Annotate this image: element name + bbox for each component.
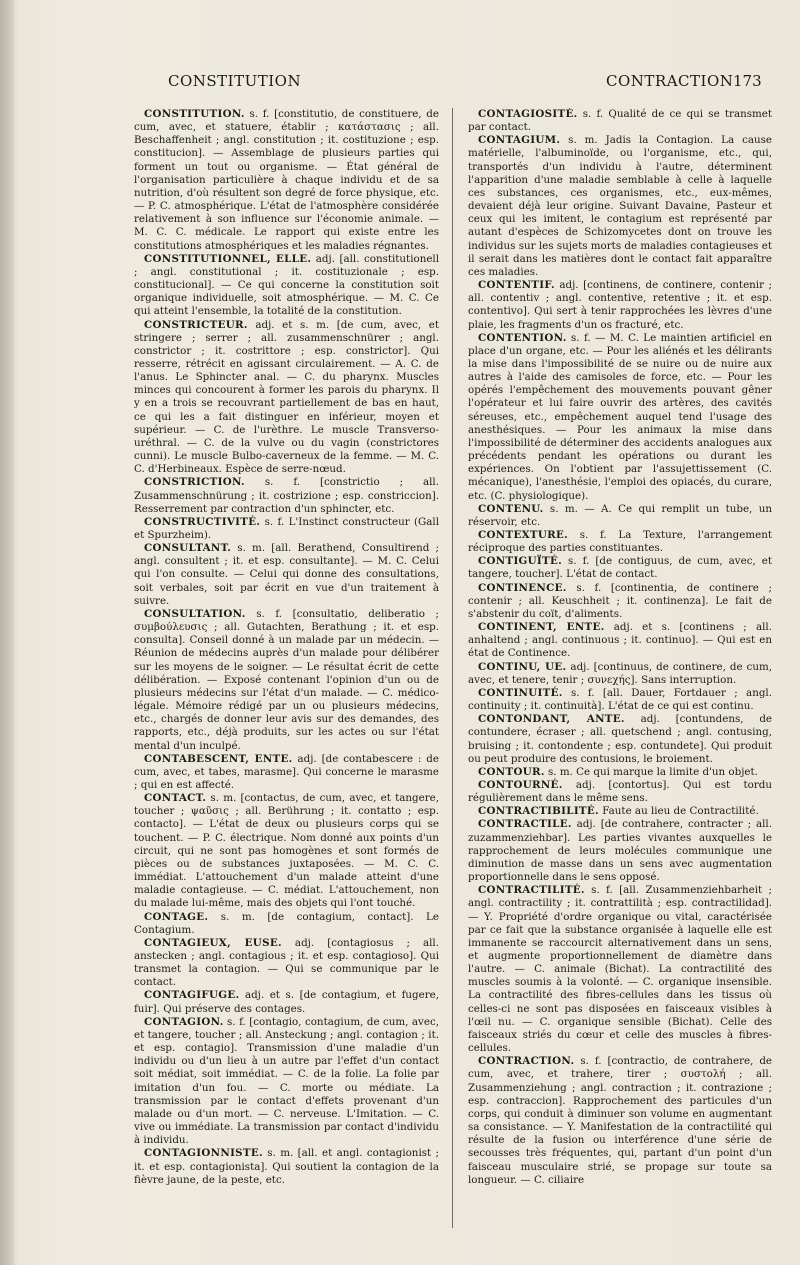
entry-headword: CONTINUITÉ. bbox=[478, 686, 563, 699]
entry-headword: CONTIGUÏTÉ. bbox=[478, 555, 563, 568]
dictionary-entry bbox=[134, 319, 439, 477]
dictionary-entry bbox=[134, 753, 439, 792]
entry-headword: CONSULTATION. bbox=[144, 607, 246, 620]
header-right-title: CONTRACTION bbox=[606, 72, 734, 90]
dictionary-entry bbox=[134, 108, 439, 253]
entry-definition: s. f. L'Instinct constructeur (Gall et Spurzheim). bbox=[134, 515, 439, 541]
dictionary-entry bbox=[468, 332, 772, 503]
entry-definition: s. f. [all. Dauer, Fortdauer ; angl. continuity ; it. continuità]. L'état de ce qui est continu. bbox=[468, 686, 772, 713]
entry-definition: adj. [contundens, de contundere, écraser ; all. quetschend ; angl. contusing, bruising ; it. contondente ; esp. contundete]. Qui produit ou peut produire des contusions, le broiement. bbox=[468, 713, 772, 765]
entry-headword: CONTAGIFUGE. bbox=[144, 989, 240, 1002]
entry-headword: CONTENTIF. bbox=[478, 279, 555, 292]
page-edge-shadow bbox=[0, 0, 14, 1265]
dictionary-entry bbox=[468, 687, 772, 713]
dictionary-entry bbox=[468, 661, 772, 687]
left-column bbox=[134, 108, 439, 1248]
entry-definition: adj. [continens, de continere, contenir ; all. contentiv ; angl. contentive, retentive ; it. et esp. contentivo]. Qui sert à tenir rapprochées les lèvres d'une plaie, les fragments d'un os fracturé, etc. bbox=[468, 279, 772, 331]
entry-headword: CONSTITUTIONNEL, ELLE. bbox=[144, 252, 312, 265]
dictionary-entry bbox=[134, 1147, 439, 1186]
dictionary-entry bbox=[468, 713, 772, 766]
entry-headword: CONTAGIEUX, EUSE. bbox=[144, 936, 282, 949]
entry-headword: CONTAGIUM. bbox=[478, 134, 561, 147]
entry-headword: CONTAGIONNISTE. bbox=[144, 1147, 263, 1160]
entry-definition: adj. [contagiosus ; all. anstecken ; angl. contagious ; it. et esp. contagioso]. Qui transmet la contagion. — Qui se communique par le contact. bbox=[134, 936, 439, 989]
entry-headword: CONSTRUCTIVITÉ. bbox=[144, 515, 261, 528]
entry-headword: CONTRACTIBILITÉ. bbox=[478, 805, 599, 818]
dictionary-entry bbox=[468, 766, 772, 779]
entry-headword: CONTRACTILITÉ. bbox=[478, 884, 585, 897]
entry-definition: adj. et s. m. [de cum, avec, et stringere ; serrer ; all. zusammenschnürer ; angl. constrictor ; it. costrittore ; esp. constrictor]. Qui resserre, rétrécit en agissant circulairement. — A. C. de l'anus. Le Sphincter anal. — C. du pharynx. Muscles minces qui concourent à former les parois du pharynx. Il y en a trois se recouvrant partiellement de bas en haut, ce qui les a fait distinguer en inférieur, moyen et supérieur. — C. de l'urèthre. Le muscle Transverso-uréthral. — C. de la vulve ou du vagin (constrictores cunni). Le muscle Bulbo-caverneux de la femme. — M. C. C. d'Herbineaux. Espèce de serre-nœud. bbox=[134, 318, 439, 476]
entry-headword: CONTRACTION. bbox=[478, 1055, 575, 1068]
dictionary-entry bbox=[468, 529, 772, 555]
entry-headword: CONTENTION. bbox=[478, 331, 567, 344]
entry-definition: s. m. [contactus, de cum, avec, et tangere, toucher ; ψαῦσις ; all. Berührung ; it. contatto ; esp. contacto]. — L'état de deux ou plusieurs corps qui se touchent. — P. C. électrique. Nom donné aux points d'un circuit, qui ne sont pas homogènes et sont formés de pièces ou de substances juxtaposées. — M. C. C. immédiat. L'attouchement d'un malade atteint d'une maladie contagieuse. — C. médiat. L'attouchement, non du malade lui-même, mais des objets qui l'ont touché. bbox=[134, 792, 439, 910]
entry-headword: CONTENU. bbox=[478, 502, 544, 515]
entry-headword: CONTOUR. bbox=[478, 765, 545, 778]
entry-definition: s. m. [de contagium, contact]. Le Contagium. bbox=[134, 910, 439, 936]
header-left-title: CONSTITUTION bbox=[168, 72, 302, 90]
entry-definition: s. f. [contagio, contagium, de cum, avec, et tangere, toucher ; all. Ansteckung ; angl. contagion ; it. et esp. contagio]. Transmission d'une maladie d'un individu ou d'un lieu à un autre par l'effet d'un contact soit médiat, soit immédiat. — C. de la folie. La folie par imitation d'un fou. — C. morte ou médiate. La transmission par le contact d'effets provenant d'un malade ou d'un mort. — C. nerveuse. L'Imitation. — C. vive ou immédiate. La transmission par contact d'individu à individu. bbox=[134, 1015, 439, 1147]
entry-definition: s. m. [all. Berathend, Consultirend ; angl. consultent ; it. et esp. consultante]. — M. C. Celui qui l'on consulte. — Celui qui donne des consultations, soit verbales, soit par écrit en vue d'un traitement à suivre. bbox=[134, 542, 439, 607]
entry-definition: s. m. [all. et angl. contagionist ; it. et esp. contagionista]. Qui soutient la contagion de la fièvre jaune, de la peste, etc. bbox=[134, 1147, 439, 1186]
entry-definition: s. f. [all. Zusammenziehbarheit ; angl. contractility ; it. contrattilità ; esp. contractilidad]. — Y. Propriété d'ordre organique ou vital, caractérisée par ce fait que la substance organisée à laquelle elle est immanente se raccourcit alternativement dans un sens, et augmente proportionnellement de diamètre dans l'autre. — C. animale (Bichat). La contractilité des muscles soumis à la volonté. — C. organique insensible. La contractilité des fibres-cellules dans les tissus où celles-ci ne sont pas disposées en faisceaux visibles à l'œil nu. — C. organique sensible (Bichat). Celle des faisceaux striés du cœur et celle des muscles à fibres-cellules. bbox=[468, 884, 772, 1055]
dictionary-entry bbox=[134, 608, 439, 753]
entry-definition: s. f. — M. C. Le maintien artificiel en place d'un organe, etc. — Pour les aliénés et les délirants la mise dans l'impossibilité de se nuire ou de nuire aux autres à l'aide des camisoles de force, etc. — Pour les opérés l'empêchement des mouvements pouvant gêner l'opérateur et lui faire ouvrir des artères, des cavités séreuses, etc., empêchement auquel tend l'usage des anesthésiques. — Pour les animaux la mise dans l'impossibilité de déterminer des accidents analogues aux précédents pendant les opérations ou durant les expériences. On l'obtient par l'assujettissement (C. mécanique), l'anesthésie, l'emploi des opiacés, du curare, etc. (C. physiologique). bbox=[468, 331, 772, 502]
entry-definition: s. f. [consultatio, deliberatio ; συμβούλευσις ; all. Gutachten, Berathung ; it. et esp. consulta]. Conseil donné à un malade par un médecin. — Réunion de médecins auprès d'un malade pour délibérer sur les moyens de le soigner. — Le résultat écrit de cette délibération. — Exposé contenant l'opinion d'un ou de plusieurs médecins sur l'état d'un malade. — C. médico-légale. Mémoire rédigé par un ou plusieurs médecins, etc., chargés de donner leur avis sur des demandes, des rapports, etc., déjà produits, sur les actes ou sur l'état mental d'un inculpé. bbox=[134, 607, 439, 752]
dictionary-entry bbox=[134, 911, 439, 937]
entry-definition: s. f. [constrictio ; all. Zusammenschnürung ; it. costrizione ; esp. constriccion]. Resserrement par contraction d'un sphincter, etc. bbox=[134, 476, 439, 515]
entry-headword: CONTABESCENT, ENTE. bbox=[144, 752, 293, 765]
entry-definition: adj. [all. constitutionell ; angl. constitutional ; it. costituzionale ; esp. constitucional]. — Ce qui concerne la constitution soit organique individuelle, soit atmosphérique. — M. C. Ce qui atteint l'ensemble, la totalité de la constitution. bbox=[134, 252, 439, 318]
entry-definition: adj. [de contrahere, contracter ; all. zuzammenziehbar]. Les parties vivantes auxquelles le rapprochement de leurs molécules communique une diminution de masse dans un sens avec augmentation proportionnelle dans le sens opposé. bbox=[468, 818, 772, 884]
dictionary-entry bbox=[468, 805, 772, 818]
entry-headword: CONSTITUTION. bbox=[144, 108, 245, 120]
dictionary-entry bbox=[134, 1016, 439, 1148]
dictionary-entry bbox=[468, 555, 772, 581]
dictionary-entry bbox=[134, 476, 439, 515]
entry-definition: adj. [continuus, de continere, de cum, avec, et tenere, tenir ; συνεχής]. Sans interruption. bbox=[468, 660, 772, 686]
entry-headword: CONTINENT, ENTE. bbox=[478, 621, 605, 634]
entry-definition: s. f. [continentia, de continere ; contenir ; all. Keuschheit ; it. continenza]. Le fait de s'abstenir du coït, d'aliments. bbox=[468, 581, 772, 620]
dictionary-entry bbox=[134, 792, 439, 910]
entry-definition: s. f. La Texture, l'arrangement réciproque des parties constituantes. bbox=[468, 529, 772, 555]
entry-definition: adj. [de contabescere : de cum, avec, et tabes, marasme]. Qui concerne le marasme ; qui en est affecté. bbox=[134, 752, 439, 791]
entry-headword: CONTINU, UE. bbox=[478, 660, 567, 673]
entry-definition: s. m. Jadis la Contagion. La cause matérielle, l'albuminoïde, ou l'organisme, etc., qui, transportés d'un individu à l'autre, déterminent l'apparition d'une maladie semblable à celle à laquelle ces substances, ces organismes, etc., eux-mêmes, devaient déjà leur origine. Suivant Davaine, Pasteur et ceux qui les imitent, le contagium est représenté par autant d'espèces de Schizomycetes dont on trouve les individus sur les sujets morts de maladies contagieuses et il serait dans les matières dont le contact fait apparaître ces maladies. bbox=[468, 134, 772, 278]
entry-headword: CONTINENCE. bbox=[478, 581, 567, 594]
dictionary-entry bbox=[468, 582, 772, 621]
text-columns bbox=[134, 108, 782, 1248]
entry-headword: CONTEXTURE. bbox=[478, 529, 569, 541]
dictionary-entry bbox=[468, 134, 772, 279]
dictionary-entry bbox=[134, 989, 439, 1015]
entry-headword: CONSULTANT. bbox=[144, 542, 232, 555]
column-divider bbox=[452, 108, 453, 1228]
dictionary-entry bbox=[468, 1055, 772, 1187]
entry-definition: adj. et s. [continens ; all. anhaltend ; angl. continuous ; it. continuo]. — Qui est en état de Continence. bbox=[468, 621, 772, 660]
dictionary-entry bbox=[468, 621, 772, 660]
entry-definition: adj. [contortus]. Qui est tordu régulièrement dans le même sens. bbox=[468, 778, 772, 805]
page-number: 173 bbox=[733, 72, 762, 90]
entry-definition: s. f. [de contiguus, de cum, avec, et tangere, toucher]. L'état de contact. bbox=[468, 555, 772, 581]
right-column bbox=[468, 108, 772, 1248]
entry-headword: CONTAGE. bbox=[144, 910, 209, 923]
entry-definition: Faute au lieu de Contractilité. bbox=[598, 805, 759, 818]
entry-headword: CONTAGION. bbox=[144, 1015, 224, 1028]
entry-definition: s. m. Ce qui marque la limite d'un objet. bbox=[544, 765, 758, 778]
dictionary-entry bbox=[468, 503, 772, 529]
entry-headword: CONTOURNÉ. bbox=[478, 778, 563, 791]
dictionary-entry bbox=[134, 253, 439, 319]
dictionary-entry bbox=[134, 542, 439, 608]
entry-definition: s. f. [constitutio, de constituere, de cum, avec, et statuere, établir ; κατάστασις ; all. Beschaffenheit ; angl. constitution ; it. costituzione ; esp. constitucion]. — Assemblage de plusieurs parties qui forment un tout ou organisme. — État général de l'organisation particulière à chaque individu et de sa nutrition, d'où résultent son degré de force physique, etc. — P. C. atmosphérique. L'état de l'atmosphère considérée relativement à son influence sur l'économie animale. — M. C. C. médicale. Le rapport qui existe entre les constitutions atmosphériques et les maladies régnantes. bbox=[134, 108, 439, 252]
entry-headword: CONSTRICTION. bbox=[144, 476, 245, 489]
entry-definition: s. f. Qualité de ce qui se transmet par contact. bbox=[468, 108, 772, 134]
entry-definition: s. f. [contractio, de contrahere, de cum, avec, et trahere, tirer ; συστολή ; all. Zusammenziehung ; angl. contraction ; it. contrazione ; esp. contraccion]. Rapprochement des particules d'un corps, qui conduit à diminuer son volume en augmentant sa consistance. — Y. Manifestation de la contractilité qui résulte de la fusion ou interférence d'une série de secousses très fréquentes, qui, partant d'un point d'un faisceau musculaire strié, se propage sur toute sa longueur. — C. ciliaire bbox=[468, 1055, 772, 1186]
entry-definition: s. m. — A. Ce qui remplit un tube, un réservoir, etc. bbox=[468, 502, 772, 528]
dictionary-entry bbox=[468, 279, 772, 332]
entry-headword: CONTAGIOSITÉ. bbox=[478, 108, 578, 120]
dictionary-entry bbox=[468, 779, 772, 805]
dictionary-entry bbox=[468, 884, 772, 1055]
entry-headword: CONTACT. bbox=[144, 792, 207, 805]
running-header bbox=[0, 72, 800, 98]
entry-headword: CONSTRICTEUR. bbox=[144, 318, 248, 331]
dictionary-entry bbox=[468, 108, 772, 134]
entry-headword: CONTRACTILE. bbox=[478, 818, 572, 831]
entry-definition: adj. et s. [de contagium, et fugere, fuir]. Qui préserve des contages. bbox=[134, 989, 439, 1015]
entry-headword: CONTONDANT, ANTE. bbox=[478, 713, 625, 726]
dictionary-entry bbox=[134, 937, 439, 990]
dictionary-entry bbox=[134, 516, 439, 542]
dictionary-entry bbox=[468, 818, 772, 884]
